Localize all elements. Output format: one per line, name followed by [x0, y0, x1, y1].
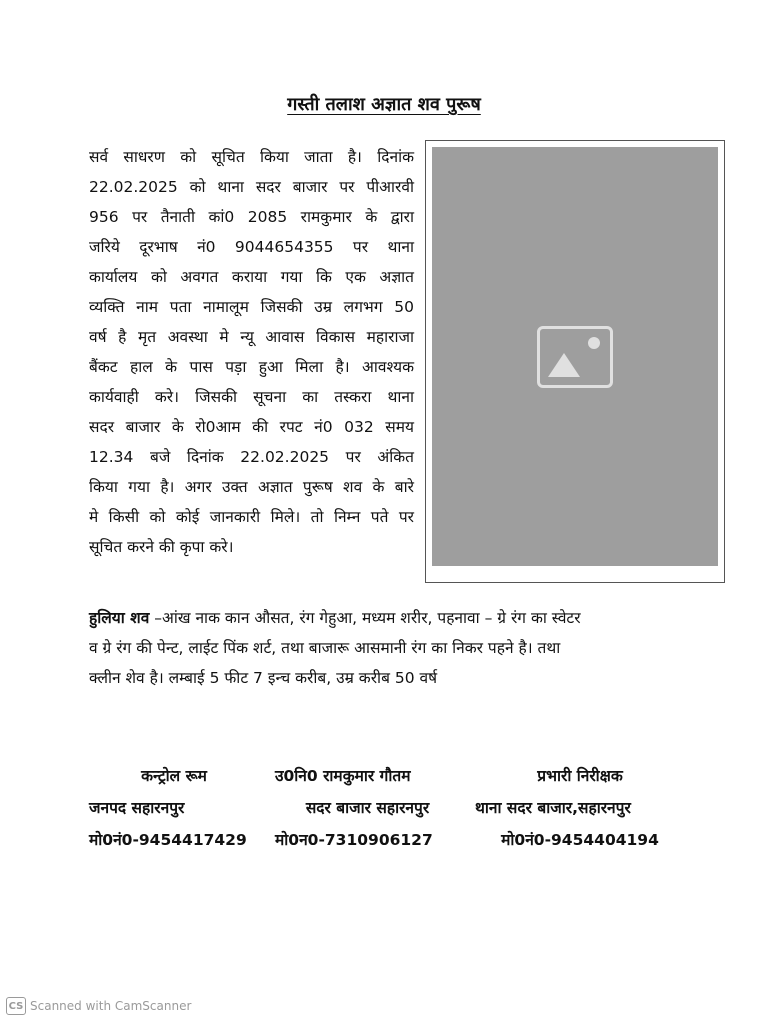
contact-name: कन्ट्रोल रूम — [141, 767, 207, 785]
body-line: व्यक्ति नाम पता नामालूम जिसकी उम्र लगभग 50 — [89, 298, 414, 316]
body-line: सदर बाजार के रो0आम की रपट नं0 032 समय — [89, 418, 414, 436]
description-block — [89, 603, 699, 693]
contact-location: जनपद सहारनपुर — [89, 799, 185, 817]
contact-control-room — [89, 760, 259, 856]
notice-title — [0, 92, 768, 116]
image-placeholder-icon — [537, 326, 613, 388]
body-line: वर्ष है मृत अवस्था मे न्यू आवास विकास महाराजा — [89, 328, 414, 346]
photo-placeholder — [432, 147, 718, 566]
contact-name: उ0नि0 रामकुमार गौतम — [275, 767, 411, 785]
description-line-3: क्लीन शेव है। लम्बाई 5 फीट 7 इन्च करीब, उम्र करीब 50 वर्ष — [89, 669, 438, 687]
body-line: 12.34 बजे दिनांक 22.02.2025 पर अंकित — [89, 448, 414, 466]
camscanner-logo-icon: CS — [6, 997, 26, 1015]
body-line: मे किसी को कोई जानकारी मिले। तो निम्न पते पर — [89, 508, 414, 526]
contact-location: थाना सदर बाजार,सहारनपुर — [475, 799, 631, 817]
contact-phone: मो0नं0-9454417429 — [89, 831, 247, 849]
body-line: कार्यवाही करे। जिसकी सूचना का तस्करा थाना — [89, 388, 414, 406]
contact-sub-inspector — [275, 760, 460, 856]
body-line: किया गया है। अगर उक्त अज्ञात पुरूष शव के बारे — [89, 478, 414, 496]
body-line: कार्यालय को अवगत कराया गया कि एक अज्ञात — [89, 268, 414, 286]
contact-location: सदर बाजार सहारनपुर — [305, 799, 430, 817]
body-line: सर्व साधरण को सूचित किया जाता है। दिनांक — [89, 148, 414, 166]
body-line: बैंकट हाल के पास पड़ा हुआ मिला है। आवश्यक — [89, 358, 414, 376]
body-line: 956 पर तैनाती कां0 2085 रामकुमार के द्वारा — [89, 208, 414, 226]
body-line: सूचित करने की कृपा करे। — [89, 538, 234, 556]
description-label: हुलिया शव — [89, 609, 150, 627]
notice-body — [89, 142, 414, 562]
contact-name: प्रभारी निरीक्षक — [537, 767, 623, 785]
body-line: 22.02.2025 को थाना सदर बाजार पर पीआरवी — [89, 178, 414, 196]
scanner-watermark — [6, 997, 191, 1015]
contact-phone: मो0नं0-9454404194 — [501, 831, 659, 849]
photo-frame — [425, 140, 725, 583]
notice-title-text: गस्ती तलाश अज्ञात शव पुरूष — [287, 94, 481, 115]
contact-station-incharge — [475, 760, 685, 856]
description-line-2: व ग्रे रंग की पेन्ट, लाईट पिंक शर्ट, तथा बाजारू आसमानी रंग का निकर पहने है। तथा — [89, 639, 561, 657]
watermark-text: Scanned with CamScanner — [30, 999, 192, 1013]
body-line: जरिये दूरभाष नं0 9044654355 पर थाना — [89, 238, 414, 256]
contact-phone: मो0न0-7310906127 — [275, 831, 433, 849]
description-line-1 — [89, 603, 699, 633]
description-text: –आंख नाक कान औसत, रंग गेहुआ, मध्यम शरीर, पहनावा – ग्रे रंग का स्वेटर — [149, 609, 581, 627]
